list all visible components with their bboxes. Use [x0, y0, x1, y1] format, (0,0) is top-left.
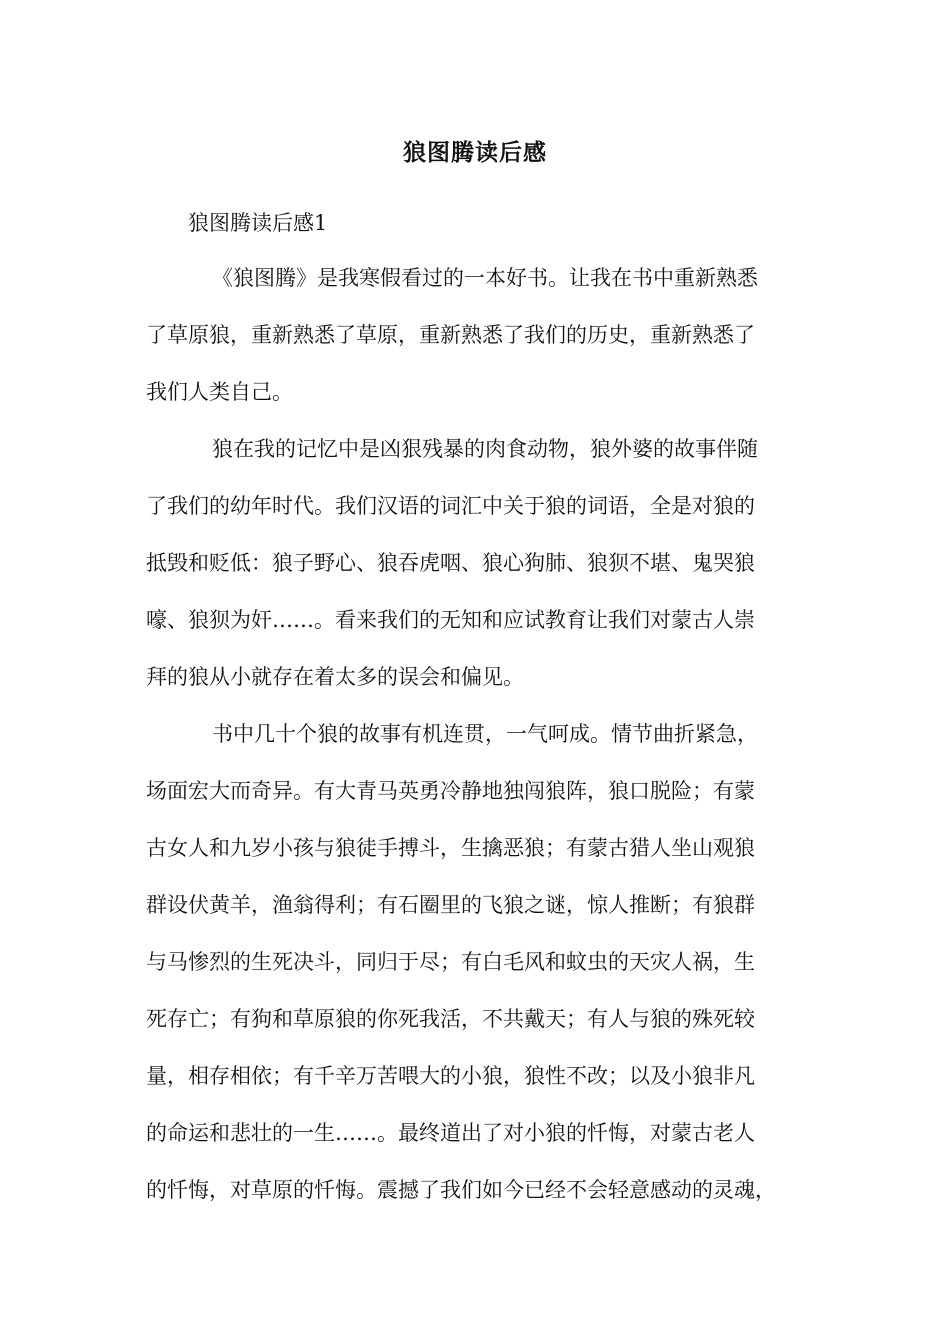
- text-line: 量，相存相依；有千辛万苦喂大的小狼，狼性不改；以及小狼非凡: [146, 1064, 755, 1088]
- text-line: 的命运和悲壮的一生……。最终道出了对小狼的忏悔，对蒙古老人: [146, 1121, 755, 1145]
- text-line: 了我们的幼年时代。我们汉语的词汇中关于狼的词语，全是对狼的: [146, 494, 755, 518]
- body-text: [146, 258, 811, 1227]
- text-line: 死存亡；有狗和草原狼的你死我活，不共戴天；有人与狼的殊死较: [146, 1007, 755, 1031]
- text-line: 嚎、狼狈为奸……。看来我们的无知和应试教育让我们对蒙古人崇: [146, 608, 755, 632]
- text-line: 场面宏大而奇异。有大青马英勇冷静地独闯狼阵，狼口脱险；有蒙: [146, 779, 755, 803]
- text-line: 群设伏黄羊，渔翁得利；有石圈里的飞狼之谜，惊人推断；有狼群: [146, 893, 755, 917]
- document-title: 狼图腾读后感: [403, 139, 547, 166]
- text-line: 与马惨烈的生死决斗，同归于尽；有白毛风和蚊虫的天灾人祸，生: [146, 950, 755, 974]
- text-line: 了草原狼，重新熟悉了草原，重新熟悉了我们的历史，重新熟悉了: [146, 323, 755, 347]
- section-heading: 狼图腾读后感1: [188, 211, 328, 235]
- text-line: 抵毁和贬低：狼子野心、狼吞虎咽、狼心狗肺、狼狈不堪、鬼哭狼: [146, 551, 755, 575]
- text-line: 我们人类自己。: [146, 380, 293, 404]
- text-line: 古女人和九岁小孩与狼徒手搏斗，生擒恶狼；有蒙古猎人坐山观狼: [146, 836, 755, 860]
- text-line: 狼在我的记忆中是凶狠残暴的肉食动物，狼外婆的故事伴随: [212, 437, 758, 461]
- text-line: 拜的狼从小就存在着太多的误会和偏见。: [146, 665, 524, 689]
- text-line: 《狼图腾》是我寒假看过的一本好书。让我在书中重新熟悉: [212, 266, 758, 290]
- text-line: 的忏悔，对草原的忏悔。震撼了我们如今已经不会轻意感动的灵魂，: [146, 1178, 776, 1202]
- text-line: 书中几十个狼的故事有机连贯，一气呵成。情节曲折紧急，: [212, 722, 758, 746]
